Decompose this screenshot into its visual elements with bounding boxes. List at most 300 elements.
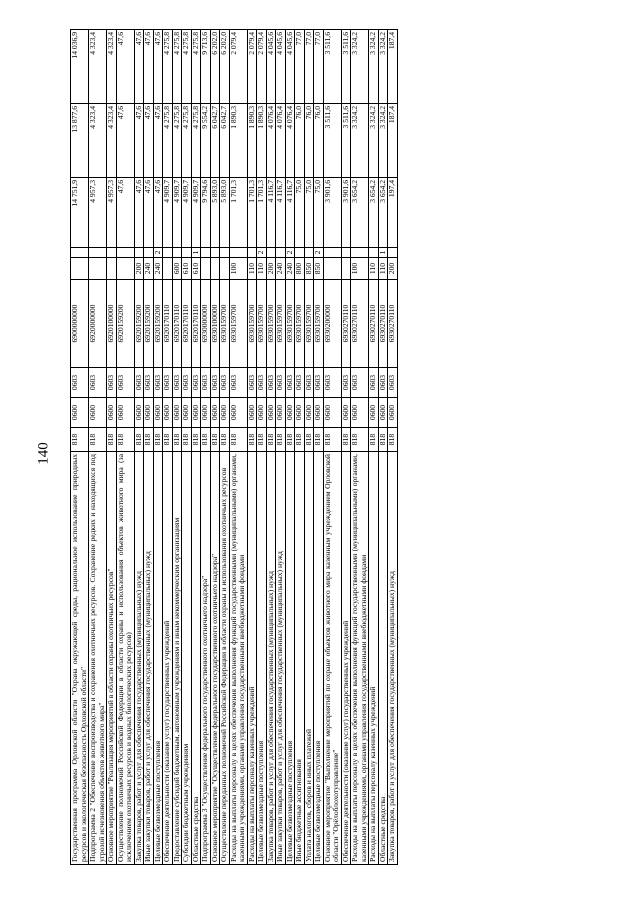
row-name-cell: Расходы на выплаты персоналу в целях обеспечения выполнения функций государственными (муниципальными) органами, казенными учреждениями, органами управления государственными внебюджетными фондами <box>351 452 369 865</box>
target-article-cell: 6930159700 <box>285 280 295 368</box>
table-row <box>323 30 341 865</box>
amount-year3-cell: 3 511,6 <box>341 30 351 104</box>
amount-year3-cell: 4 323,4 <box>89 30 107 104</box>
source-code-cell: 1 <box>191 248 201 258</box>
amount-year1-cell: 3 654,2 <box>369 178 379 248</box>
section-code-cell: 0600 <box>314 398 324 428</box>
expense-type-cell <box>89 258 107 280</box>
table-row <box>71 30 89 865</box>
amount-year3-cell: 77,0 <box>304 30 314 104</box>
source-code-cell <box>266 248 276 258</box>
amount-year1-cell: 75,0 <box>314 178 324 248</box>
expense-type-cell: 100 <box>351 258 369 280</box>
amount-year2-cell: 3 511,6 <box>323 104 341 178</box>
subsection-code-cell: 0603 <box>116 368 134 398</box>
amount-year3-cell: 14 036,9 <box>71 30 89 104</box>
expense-type-cell: 240 <box>153 258 163 280</box>
section-code-cell: 0600 <box>220 398 230 428</box>
ministry-code-cell: 818 <box>201 428 211 452</box>
amount-year2-cell: 76,0 <box>295 104 305 178</box>
target-article-cell: 6900000000 <box>71 280 89 368</box>
amount-year2-cell: 4 076,4 <box>276 104 286 178</box>
amount-year2-cell: 4 275,8 <box>163 104 173 178</box>
source-code-cell <box>276 248 286 258</box>
subsection-code-cell: 0603 <box>134 368 144 398</box>
section-code-cell: 0600 <box>304 398 314 428</box>
source-code-cell: 1 <box>378 248 388 258</box>
subsection-code-cell: 0603 <box>378 368 388 398</box>
table-row <box>201 30 211 865</box>
ministry-code-cell: 818 <box>182 428 192 452</box>
table-row <box>276 30 286 865</box>
section-code-cell: 0600 <box>107 398 117 428</box>
row-name-cell: Подпрограмма 2 "Обеспечение воспроизводства и сохранения охотничьих ресурсов. Сохранение редких и находящихся под угрозой исчезновения объектов животного мира" <box>89 452 107 865</box>
section-code-cell: 0600 <box>257 398 267 428</box>
ministry-code-cell: 818 <box>314 428 324 452</box>
expense-type-cell: 110 <box>369 258 379 280</box>
amount-year2-cell: 4 076,4 <box>266 104 276 178</box>
ministry-code-cell: 818 <box>323 428 341 452</box>
amount-year3-cell: 6 202,0 <box>220 30 230 104</box>
expense-type-cell: 200 <box>266 258 276 280</box>
amount-year1-cell: 47,6 <box>116 178 134 248</box>
section-code-cell: 0600 <box>369 398 379 428</box>
amount-year1-cell: 3 654,2 <box>351 178 369 248</box>
amount-year2-cell: 4 076,4 <box>285 104 295 178</box>
expense-type-cell <box>210 258 220 280</box>
source-code-cell <box>229 248 247 258</box>
amount-year1-cell: 4 957,3 <box>107 178 117 248</box>
table-row <box>351 30 369 865</box>
amount-year1-cell: 5 893,0 <box>220 178 230 248</box>
table-row <box>388 30 398 865</box>
row-name-cell: Целевые безвозмездные поступления <box>285 452 295 865</box>
row-name-cell: Областные средства <box>191 452 201 865</box>
row-name-cell: Основное мероприятие "Выполнение мероприятий по охране объектов животного мира казенным учреждением Орловской области "Орёлоблохотуправление" <box>323 452 341 865</box>
target-article-cell: 6930270110 <box>378 280 388 368</box>
expense-type-cell <box>116 258 134 280</box>
ministry-code-cell: 818 <box>369 428 379 452</box>
ministry-code-cell: 818 <box>351 428 369 452</box>
source-code-cell <box>201 248 211 258</box>
section-code-cell: 0600 <box>134 398 144 428</box>
source-code-cell <box>89 248 107 258</box>
section-code-cell: 0600 <box>229 398 247 428</box>
amount-year2-cell: 4 275,8 <box>172 104 182 178</box>
amount-year2-cell: 76,0 <box>314 104 324 178</box>
table-row <box>89 30 107 865</box>
target-article-cell: 6930159700 <box>229 280 247 368</box>
target-article-cell: 6930270110 <box>388 280 398 368</box>
amount-year1-cell: 1 701,3 <box>229 178 247 248</box>
amount-year2-cell: 6 042,7 <box>210 104 220 178</box>
subsection-code-cell: 0603 <box>229 368 247 398</box>
source-code-cell: 2 <box>314 248 324 258</box>
table-row <box>285 30 295 865</box>
target-article-cell: 6930100000 <box>210 280 220 368</box>
row-name-cell: Целевые безвозмездные поступления <box>257 452 267 865</box>
amount-year1-cell: 4 116,7 <box>276 178 286 248</box>
section-code-cell: 0600 <box>191 398 201 428</box>
target-article-cell: 6920100000 <box>107 280 117 368</box>
amount-year3-cell: 2 079,4 <box>247 30 257 104</box>
row-name-cell: Подпрограмма 3 "Осуществление федерального государственного охотничьего надзора" <box>201 452 211 865</box>
amount-year3-cell: 3 324,2 <box>351 30 369 104</box>
section-code-cell: 0600 <box>71 398 89 428</box>
ministry-code-cell: 818 <box>388 428 398 452</box>
row-name-cell: Государственная программа Орловской области "Охрана окружающей среды, рациональное использование природных ресурсов и экологическая безопасность Орловской области" <box>71 452 89 865</box>
target-article-cell: 6920170110 <box>163 280 173 368</box>
budget-table <box>70 29 398 865</box>
section-code-cell: 0600 <box>163 398 173 428</box>
row-name-cell: Иные закупки товаров, работ и услуг для обеспечения государственных (муниципальных) нужд <box>144 452 154 865</box>
section-code-cell: 0600 <box>351 398 369 428</box>
ministry-code-cell: 818 <box>257 428 267 452</box>
target-article-cell: 6920159200 <box>134 280 144 368</box>
subsection-code-cell: 0603 <box>247 368 257 398</box>
source-code-cell: 2 <box>257 248 267 258</box>
subsection-code-cell: 0603 <box>182 368 192 398</box>
target-article-cell: 6920159200 <box>153 280 163 368</box>
subsection-code-cell: 0603 <box>304 368 314 398</box>
amount-year3-cell: 9 713,6 <box>201 30 211 104</box>
subsection-code-cell: 0603 <box>266 368 276 398</box>
section-code-cell: 0600 <box>182 398 192 428</box>
ministry-code-cell: 818 <box>295 428 305 452</box>
table-row <box>220 30 230 865</box>
ministry-code-cell: 818 <box>229 428 247 452</box>
source-code-cell <box>210 248 220 258</box>
expense-type-cell <box>71 258 89 280</box>
ministry-code-cell: 818 <box>378 428 388 452</box>
subsection-code-cell: 0603 <box>220 368 230 398</box>
section-code-cell: 0600 <box>295 398 305 428</box>
amount-year1-cell: 47,6 <box>144 178 154 248</box>
table-row <box>247 30 257 865</box>
ministry-code-cell: 818 <box>144 428 154 452</box>
subsection-code-cell: 0603 <box>285 368 295 398</box>
subsection-code-cell: 0603 <box>257 368 267 398</box>
amount-year1-cell: 4 909,7 <box>182 178 192 248</box>
amount-year2-cell: 1 890,3 <box>247 104 257 178</box>
amount-year3-cell: 187,4 <box>388 30 398 104</box>
table-row <box>295 30 305 865</box>
amount-year2-cell: 1 890,3 <box>257 104 267 178</box>
expense-type-cell: 610 <box>182 258 192 280</box>
source-code-cell <box>71 248 89 258</box>
ministry-code-cell: 818 <box>134 428 144 452</box>
amount-year2-cell: 47,6 <box>134 104 144 178</box>
amount-year1-cell: 47,6 <box>134 178 144 248</box>
expense-type-cell: 850 <box>314 258 324 280</box>
amount-year2-cell: 76,0 <box>304 104 314 178</box>
amount-year1-cell: 1 701,3 <box>257 178 267 248</box>
amount-year3-cell: 4 275,8 <box>172 30 182 104</box>
subsection-code-cell: 0603 <box>276 368 286 398</box>
amount-year1-cell: 4 116,7 <box>266 178 276 248</box>
amount-year3-cell: 47,6 <box>153 30 163 104</box>
amount-year2-cell: 6 042,7 <box>220 104 230 178</box>
source-code-cell <box>295 248 305 258</box>
source-code-cell <box>116 248 134 258</box>
amount-year3-cell: 4 275,8 <box>191 30 201 104</box>
amount-year2-cell: 13 877,6 <box>71 104 89 178</box>
ministry-code-cell: 818 <box>116 428 134 452</box>
table-row <box>163 30 173 865</box>
amount-year3-cell: 3 511,6 <box>323 30 341 104</box>
source-code-cell <box>163 248 173 258</box>
section-code-cell: 0600 <box>388 398 398 428</box>
row-name-cell: Обеспечение деятельности (оказание услуг) государственных учреждений <box>163 452 173 865</box>
ministry-code-cell: 818 <box>285 428 295 452</box>
target-article-cell: 6930270110 <box>351 280 369 368</box>
row-name-cell: Уплата налогов, сборов и иных платежей <box>304 452 314 865</box>
expense-type-cell: 240 <box>144 258 154 280</box>
amount-year1-cell: 5 893,0 <box>210 178 220 248</box>
source-code-cell: 2 <box>153 248 163 258</box>
source-code-cell <box>107 248 117 258</box>
subsection-code-cell: 0603 <box>71 368 89 398</box>
target-article-cell: 6930159700 <box>257 280 267 368</box>
expense-type-cell: 850 <box>304 258 314 280</box>
section-code-cell: 0600 <box>341 398 351 428</box>
amount-year2-cell: 187,4 <box>388 104 398 178</box>
target-article-cell: 6930159700 <box>314 280 324 368</box>
amount-year2-cell: 1 890,3 <box>229 104 247 178</box>
amount-year3-cell: 47,6 <box>134 30 144 104</box>
expense-type-cell: 200 <box>388 258 398 280</box>
target-article-cell: 6930159700 <box>295 280 305 368</box>
target-article-cell: 6930200000 <box>323 280 341 368</box>
row-name-cell: Иные бюджетные ассигнования <box>295 452 305 865</box>
subsection-code-cell: 0603 <box>201 368 211 398</box>
source-code-cell: 2 <box>285 248 295 258</box>
budget-table-body <box>71 30 398 865</box>
expense-type-cell: 240 <box>276 258 286 280</box>
subsection-code-cell: 0603 <box>388 368 398 398</box>
source-code-cell <box>172 248 182 258</box>
subsection-code-cell: 0603 <box>153 368 163 398</box>
target-article-cell: 6930270110 <box>369 280 379 368</box>
table-row <box>369 30 379 865</box>
target-article-cell: 6930000000 <box>201 280 211 368</box>
expense-type-cell <box>201 258 211 280</box>
row-name-cell: Расходы на выплаты персоналу в целях обеспечения выполнения функций государственными (муниципальными) органами, казенными учреждениями, органами управления государственными внебюджетными фондами <box>229 452 247 865</box>
ministry-code-cell: 818 <box>153 428 163 452</box>
amount-year2-cell: 47,6 <box>144 104 154 178</box>
amount-year1-cell: 3 901,6 <box>323 178 341 248</box>
subsection-code-cell: 0603 <box>369 368 379 398</box>
target-article-cell: 6930159700 <box>304 280 314 368</box>
source-code-cell <box>341 248 351 258</box>
row-name-cell: Областные средства <box>378 452 388 865</box>
ministry-code-cell: 818 <box>220 428 230 452</box>
ministry-code-cell: 818 <box>89 428 107 452</box>
amount-year3-cell: 3 324,2 <box>369 30 379 104</box>
amount-year2-cell: 4 275,8 <box>182 104 192 178</box>
target-article-cell: 6920159200 <box>116 280 134 368</box>
subsection-code-cell: 0603 <box>107 368 117 398</box>
amount-year2-cell: 3 511,6 <box>341 104 351 178</box>
row-name-cell: Обеспечение деятельности (оказание услуг) государственных учреждений <box>341 452 351 865</box>
target-article-cell: 6930159700 <box>220 280 230 368</box>
amount-year3-cell: 3 324,2 <box>378 30 388 104</box>
row-name-cell: Основное мероприятие "Реализация мероприятий в области охраны охотничьих ресурсов" <box>107 452 117 865</box>
amount-year1-cell: 3 654,2 <box>378 178 388 248</box>
table-row <box>304 30 314 865</box>
amount-year2-cell: 3 324,2 <box>351 104 369 178</box>
ministry-code-cell: 818 <box>172 428 182 452</box>
expense-type-cell: 800 <box>295 258 305 280</box>
subsection-code-cell: 0603 <box>295 368 305 398</box>
amount-year3-cell: 47,6 <box>116 30 134 104</box>
row-name-cell: Основное мероприятие "Осуществление федерального государственного охотничьего надзора" <box>210 452 220 865</box>
amount-year3-cell: 4 045,6 <box>266 30 276 104</box>
row-name-cell: Иные закупки товаров, работ и услуг для обеспечения государственных (муниципальных) нужд <box>276 452 286 865</box>
amount-year2-cell: 3 324,2 <box>369 104 379 178</box>
section-code-cell: 0600 <box>378 398 388 428</box>
target-article-cell: 6920170110 <box>182 280 192 368</box>
section-code-cell: 0600 <box>201 398 211 428</box>
amount-year3-cell: 4 275,8 <box>182 30 192 104</box>
row-name-cell: Закупка товаров, работ и услуг для обеспечения государственных (муниципальных) нужд <box>134 452 144 865</box>
amount-year1-cell: 4 116,7 <box>285 178 295 248</box>
section-code-cell: 0600 <box>172 398 182 428</box>
section-code-cell: 0600 <box>266 398 276 428</box>
target-article-cell: 6930159700 <box>266 280 276 368</box>
subsection-code-cell: 0603 <box>314 368 324 398</box>
target-article-cell: 6930159700 <box>247 280 257 368</box>
section-code-cell: 0600 <box>144 398 154 428</box>
section-code-cell: 0600 <box>153 398 163 428</box>
expense-type-cell: 110 <box>378 258 388 280</box>
ministry-code-cell: 818 <box>210 428 220 452</box>
section-code-cell: 0600 <box>89 398 107 428</box>
ministry-code-cell: 818 <box>276 428 286 452</box>
amount-year3-cell: 6 202,0 <box>210 30 220 104</box>
expense-type-cell: 240 <box>285 258 295 280</box>
amount-year1-cell: 3 901,6 <box>341 178 351 248</box>
amount-year2-cell: 9 554,2 <box>201 104 211 178</box>
table-row <box>182 30 192 865</box>
expense-type-cell <box>220 258 230 280</box>
subsection-code-cell: 0603 <box>341 368 351 398</box>
amount-year3-cell: 4 045,6 <box>276 30 286 104</box>
ministry-code-cell: 818 <box>341 428 351 452</box>
amount-year1-cell: 75,0 <box>295 178 305 248</box>
page-number: 140 <box>35 442 52 465</box>
target-article-cell: 6930159700 <box>276 280 286 368</box>
ministry-code-cell: 818 <box>71 428 89 452</box>
section-code-cell: 0600 <box>285 398 295 428</box>
amount-year2-cell: 3 324,2 <box>378 104 388 178</box>
expense-type-cell: 110 <box>247 258 257 280</box>
amount-year3-cell: 2 079,4 <box>229 30 247 104</box>
source-code-cell <box>134 248 144 258</box>
rotated-page-content <box>70 30 595 865</box>
section-code-cell: 0600 <box>247 398 257 428</box>
amount-year1-cell: 47,6 <box>153 178 163 248</box>
ministry-code-cell: 818 <box>163 428 173 452</box>
amount-year3-cell: 4 275,8 <box>163 30 173 104</box>
section-code-cell: 0600 <box>116 398 134 428</box>
table-row <box>144 30 154 865</box>
amount-year2-cell: 4 323,4 <box>107 104 117 178</box>
section-code-cell: 0600 <box>323 398 341 428</box>
expense-type-cell: 110 <box>257 258 267 280</box>
ministry-code-cell: 818 <box>107 428 117 452</box>
subsection-code-cell: 0603 <box>351 368 369 398</box>
source-code-cell <box>144 248 154 258</box>
source-code-cell <box>351 248 369 258</box>
source-code-cell <box>388 248 398 258</box>
row-name-cell: Осуществление полномочий Российской Федерации в области охраны и использования объектов животного мира (за исключением охотничьих ресурсов и водных биологических ресурсов) <box>116 452 134 865</box>
amount-year1-cell: 9 794,6 <box>201 178 211 248</box>
amount-year3-cell: 2 079,4 <box>257 30 267 104</box>
source-code-cell <box>369 248 379 258</box>
amount-year1-cell: 4 909,7 <box>163 178 173 248</box>
expense-type-cell: 610 <box>191 258 201 280</box>
row-name-cell: Расходы на выплаты персоналу казенных учреждений <box>369 452 379 865</box>
target-article-cell: 6920159200 <box>144 280 154 368</box>
source-code-cell <box>182 248 192 258</box>
amount-year3-cell: 77,0 <box>314 30 324 104</box>
table-row <box>107 30 117 865</box>
row-name-cell: Закупка товаров, работ и услуг для обеспечения государственных (муниципальных) нужд <box>388 452 398 865</box>
row-name-cell: Целевые безвозмездные поступления <box>314 452 324 865</box>
amount-year2-cell: 4 323,4 <box>89 104 107 178</box>
subsection-code-cell: 0603 <box>191 368 201 398</box>
subsection-code-cell: 0603 <box>163 368 173 398</box>
ministry-code-cell: 818 <box>191 428 201 452</box>
amount-year1-cell: 197,4 <box>388 178 398 248</box>
table-row <box>229 30 247 865</box>
expense-type-cell: 600 <box>172 258 182 280</box>
row-name-cell: Закупка товаров, работ и услуг для обеспечения государственных (муниципальных) нужд <box>266 452 276 865</box>
row-name-cell: Субсидии бюджетным учреждениям <box>182 452 192 865</box>
expense-type-cell: 200 <box>134 258 144 280</box>
row-name-cell: Осуществление переданных полномочий Российской Федерации в области охраны и использования охотничьих ресурсов <box>220 452 230 865</box>
section-code-cell: 0600 <box>276 398 286 428</box>
subsection-code-cell: 0603 <box>172 368 182 398</box>
amount-year3-cell: 4 045,6 <box>285 30 295 104</box>
row-name-cell: Предоставление субсидий бюджетным, автономным учреждениям и иным некоммерческим организациям <box>172 452 182 865</box>
expense-type-cell <box>163 258 173 280</box>
table-row <box>172 30 182 865</box>
row-name-cell: Целевые безвозмездные поступления <box>153 452 163 865</box>
subsection-code-cell: 0603 <box>323 368 341 398</box>
ministry-code-cell: 818 <box>266 428 276 452</box>
target-article-cell: 6930270110 <box>341 280 351 368</box>
source-code-cell <box>323 248 341 258</box>
expense-type-cell <box>107 258 117 280</box>
ministry-code-cell: 818 <box>304 428 314 452</box>
row-name-cell: Расходы на выплаты персоналу казенных учреждений <box>247 452 257 865</box>
expense-type-cell: 100 <box>229 258 247 280</box>
expense-type-cell <box>323 258 341 280</box>
amount-year2-cell: 47,6 <box>116 104 134 178</box>
subsection-code-cell: 0603 <box>144 368 154 398</box>
subsection-code-cell: 0603 <box>210 368 220 398</box>
amount-year1-cell: 4 909,7 <box>191 178 201 248</box>
subsection-code-cell: 0603 <box>89 368 107 398</box>
amount-year1-cell: 1 701,3 <box>247 178 257 248</box>
amount-year1-cell: 4 957,3 <box>89 178 107 248</box>
amount-year1-cell: 4 909,7 <box>172 178 182 248</box>
amount-year1-cell: 75,0 <box>304 178 314 248</box>
table-row <box>314 30 324 865</box>
amount-year1-cell: 14 751,9 <box>71 178 89 248</box>
